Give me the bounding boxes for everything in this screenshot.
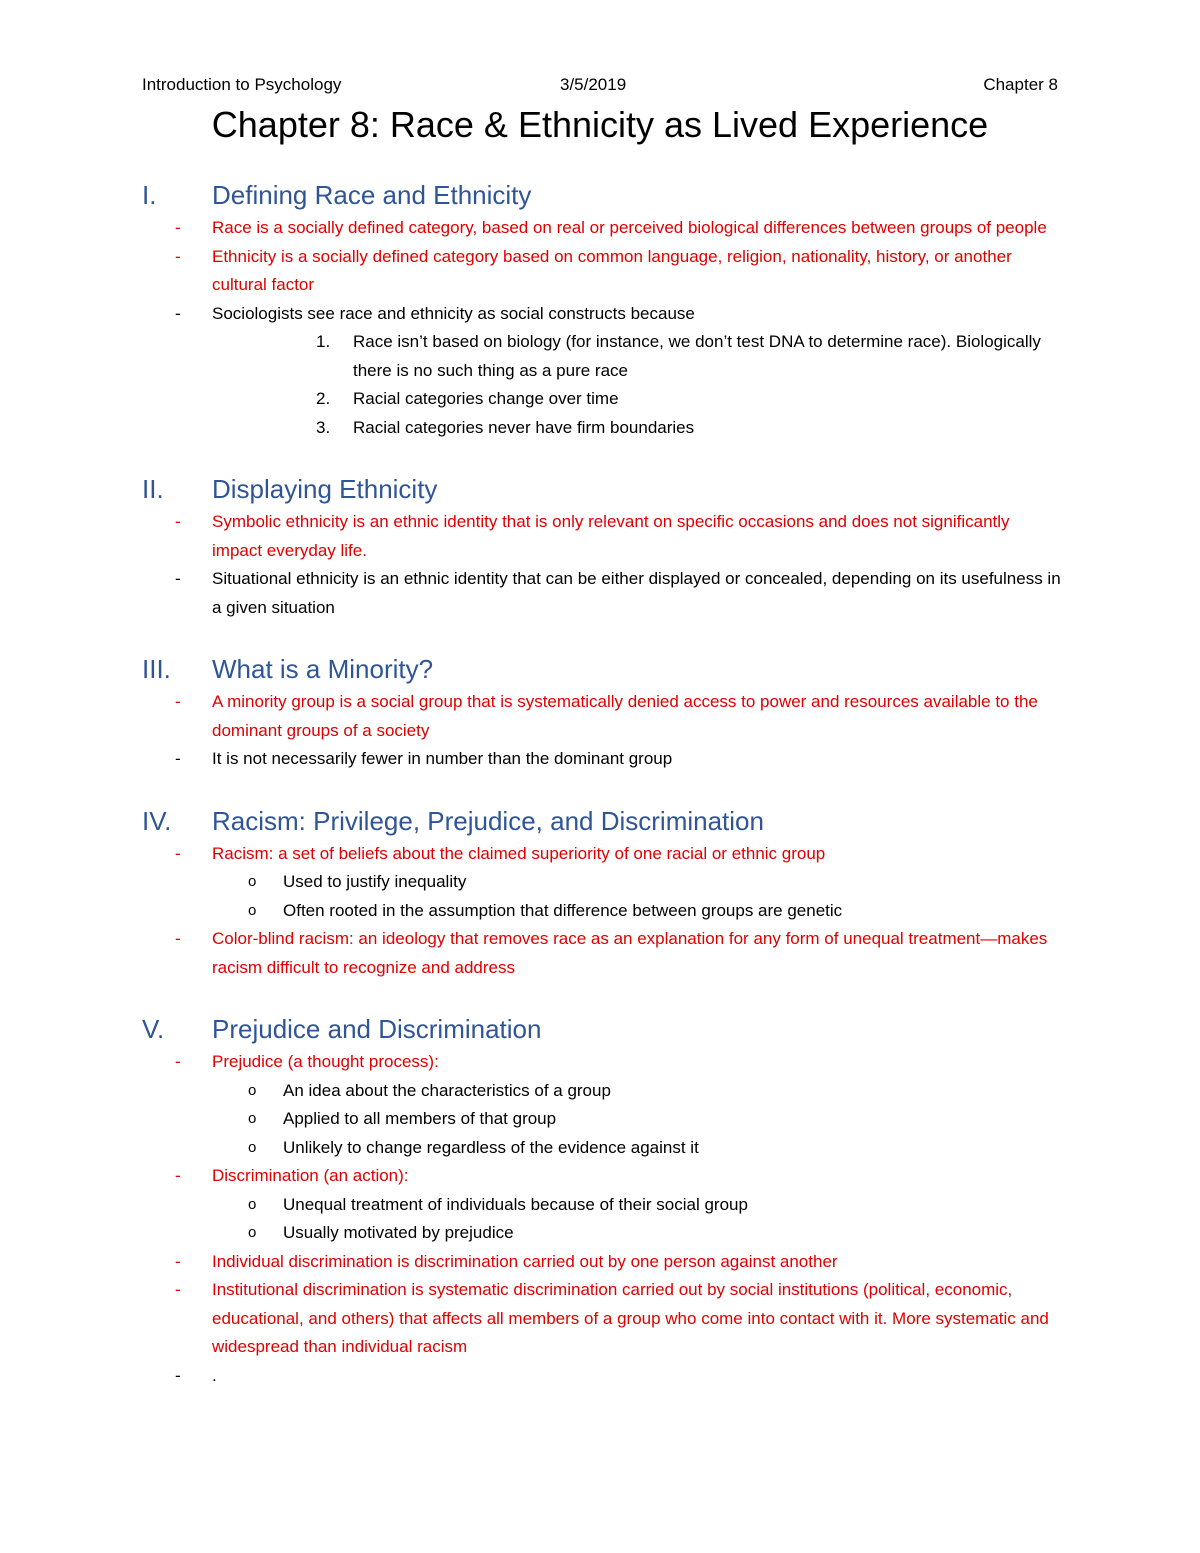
section-number: I. (142, 180, 157, 210)
section-number: III. (142, 654, 171, 684)
item-text: Racism: a set of beliefs about the claimed superiority of one racial or ethnic group (212, 843, 826, 863)
section-5 (0, 1010, 1200, 1390)
section-title: Racism: Privilege, Prejudice, and Discrimination (212, 805, 764, 836)
numbered-item (0, 328, 1200, 385)
item-text: . (212, 1365, 217, 1385)
circle-bullet-icon: o (248, 1195, 257, 1213)
sub-list-item (0, 1077, 1200, 1106)
item-text: An idea about the characteristics of a group (283, 1080, 611, 1100)
outline (0, 176, 1200, 1418)
list-item (0, 300, 1200, 329)
sub-list-item (0, 1219, 1200, 1248)
dash-marker: - (175, 569, 181, 588)
number-marker: 1. (316, 332, 331, 351)
list-item (0, 1362, 1200, 1391)
sub-list-item (0, 1191, 1200, 1220)
dash-marker: - (175, 1365, 181, 1385)
sub-list-item (0, 868, 1200, 897)
section-title: Prejudice and Discrimination (212, 1014, 542, 1044)
dash-marker: - (175, 246, 181, 266)
dash-marker: - (175, 1166, 181, 1185)
item-text: Race is a socially defined category, based on real or perceived biological differences between groups of people (212, 218, 1047, 237)
item-text: Color-blind racism: an ideology that removes race as an explanation for any form of unequal treatment—makes racism difficult to recognize and address (212, 929, 1048, 977)
item-text: Prejudice (a thought process): (212, 1052, 439, 1071)
section-heading (0, 176, 1200, 214)
section-1 (0, 176, 1200, 442)
list-item (0, 214, 1200, 243)
item-text: Ethnicity is a socially defined category based on common language, religion, nationality, history, or another cultural factor (212, 246, 1012, 294)
list-item (0, 1248, 1200, 1277)
dash-marker: - (175, 749, 181, 768)
list-item (0, 688, 1200, 745)
section-heading (0, 1010, 1200, 1048)
header-chapter: Chapter 8 (983, 75, 1058, 94)
item-text: Individual discrimination is discrimination carried out by one person against another (212, 1251, 838, 1271)
dash-marker: - (175, 929, 181, 948)
list-item (0, 925, 1200, 982)
item-text: Race isn’t based on biology (for instance, we don’t test DNA to determine race). Biologically there is no such thing as a pure race (353, 332, 1041, 380)
dash-marker: - (175, 1052, 181, 1071)
section-2 (0, 470, 1200, 622)
list-item (0, 1162, 1200, 1191)
dash-marker: - (175, 692, 181, 711)
circle-bullet-icon: o (248, 873, 257, 890)
item-text: Discrimination (an action): (212, 1166, 409, 1185)
circle-bullet-icon: o (248, 1110, 257, 1127)
list-item (0, 1276, 1200, 1362)
list-item (0, 565, 1200, 622)
section-3 (0, 650, 1200, 774)
dash-marker: - (175, 303, 181, 323)
section-number: V. (142, 1014, 165, 1044)
item-text: Sociologists see race and ethnicity as social constructs because (212, 303, 695, 323)
section-title: What is a Minority? (212, 654, 434, 684)
dash-marker: - (175, 1251, 181, 1271)
number-marker: 3. (316, 417, 331, 437)
header-course: Introduction to Psychology (142, 75, 342, 94)
numbered-item (0, 385, 1200, 414)
item-text: Institutional discrimination is systematic discrimination carried out by social institutions (political, economic, educational, and others) that affects all members of a group who come into contact with it. More systematic and widespread than individual racism (212, 1280, 1049, 1356)
section-heading (0, 802, 1200, 840)
dash-marker: - (175, 1280, 181, 1299)
item-text: It is not necessarily fewer in number than the dominant group (212, 749, 673, 768)
dash-marker: - (175, 843, 181, 863)
number-marker: 2. (316, 389, 331, 408)
item-text: Usually motivated by prejudice (283, 1223, 514, 1242)
item-text: Racial categories never have firm boundaries (353, 417, 695, 437)
item-text: A minority group is a social group that is systematically denied access to power and resources available to the dominant groups of a society (212, 692, 1038, 740)
section-number: IV. (142, 805, 172, 836)
item-text: Racial categories change over time (353, 389, 619, 408)
list-item (0, 1048, 1200, 1077)
item-text: Unlikely to change regardless of the evidence against it (283, 1137, 699, 1157)
page-title: Chapter 8: Race & Ethnicity as Lived Experience (211, 104, 989, 145)
section-title: Displaying Ethnicity (212, 474, 438, 504)
circle-bullet-icon: o (248, 901, 257, 919)
section-title: Defining Race and Ethnicity (212, 180, 532, 210)
item-text: Applied to all members of that group (283, 1109, 557, 1128)
sub-list-item (0, 1134, 1200, 1163)
section-number: II. (142, 474, 164, 504)
list-item (0, 243, 1200, 300)
item-text: Unequal treatment of individuals because of their social group (283, 1194, 748, 1214)
section-heading (0, 470, 1200, 508)
header-date: 3/5/2019 (560, 75, 627, 94)
sub-list-item (0, 897, 1200, 926)
sub-list-item (0, 1105, 1200, 1134)
list-item (0, 745, 1200, 774)
section-4 (0, 802, 1200, 983)
numbered-item (0, 414, 1200, 443)
section-heading (0, 650, 1200, 688)
item-text: Symbolic ethnicity is an ethnic identity that is only relevant on specific occasions and does not significantly impact everyday life. (212, 512, 1010, 560)
circle-bullet-icon: o (248, 1081, 257, 1099)
circle-bullet-icon: o (248, 1138, 257, 1156)
list-item (0, 508, 1200, 565)
list-item (0, 840, 1200, 869)
item-text: Used to justify inequality (283, 872, 467, 891)
dash-marker: - (175, 512, 181, 531)
item-text: Often rooted in the assumption that difference between groups are genetic (283, 900, 843, 920)
dash-marker: - (175, 218, 181, 237)
item-text: Situational ethnicity is an ethnic identity that can be either displayed or concealed, depending on its usefulness in a given situation (212, 569, 1061, 617)
circle-bullet-icon: o (248, 1224, 257, 1241)
